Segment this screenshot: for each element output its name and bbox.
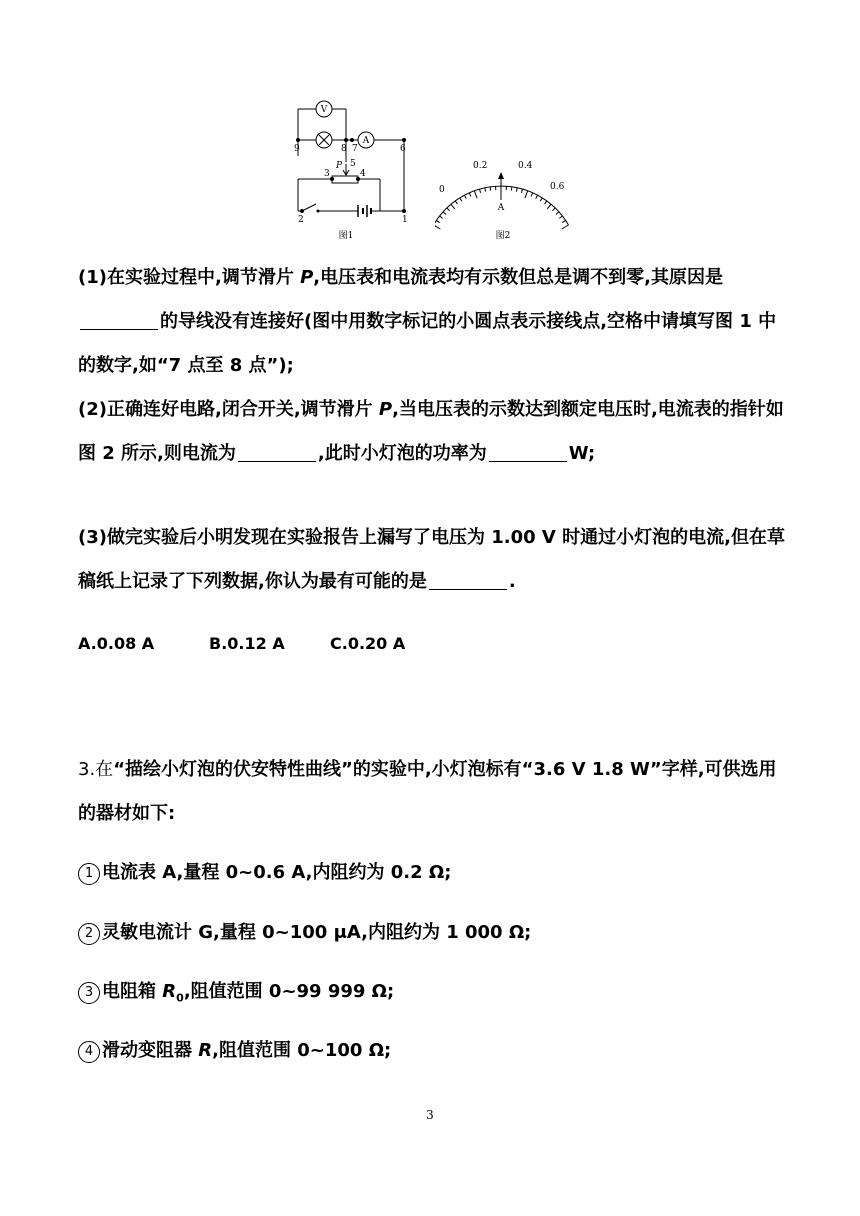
item-number: 2 [78,923,100,945]
point-label: 6 [400,144,406,154]
answer-blank[interactable] [80,307,158,330]
scale-tick [559,216,562,218]
point-label: 2 [298,215,304,225]
answer-blank[interactable] [429,567,507,590]
scale-tick [440,216,443,218]
question-number: 3.在 [78,759,114,780]
text: ,当电压表的示数达到额定电压时,电流表的指针如图 2 所示,则电流为 [78,399,784,464]
text: ,电压表和电流表均有示数但总是调不到零,其原因是 [313,267,723,288]
text: W; [568,443,596,464]
equipment-item [78,1036,391,1066]
figure-caption: 图2 [495,231,511,241]
scale-tick [474,191,477,199]
option-a[interactable]: A.0.08 A [78,634,155,653]
scale-tick [460,198,462,201]
scale-tick [545,201,547,204]
scale-tick-label: 0.4 [518,161,533,171]
item-text: ,阻值范围 0~99 999 Ω; [183,981,395,1002]
symbol-r: R [162,981,177,1002]
scale-tick [536,195,538,199]
point-label: 4 [360,169,366,179]
scale-tick [464,195,466,199]
scale-tick [511,187,512,191]
scale-tick [447,208,450,211]
scale-tick [531,193,533,197]
ammeter-label: A [362,136,370,146]
scale-tick [552,208,555,211]
item-text: 灵敏电流计 G,量程 0~100 μA,内阻约为 1 000 Ω; [102,922,532,943]
symbol-p: P [378,399,393,420]
answer-blank[interactable] [238,439,316,462]
scale-tick [435,225,440,229]
point-label: 3 [324,169,330,179]
scale-tick [455,201,457,204]
ammeter-scale [435,144,575,244]
scale-tick [451,204,455,209]
item-number: 4 [78,1041,100,1063]
scale-tick [556,212,559,215]
equipment-item [78,858,451,888]
equipment-item [78,977,394,1014]
scale-tick-label: 0.6 [550,182,565,192]
scale-tick [562,220,565,222]
scale-tick-label: 0.2 [473,161,488,171]
text: “描绘小灯泡的伏安特性曲线”的实验中,小灯泡标有“3.6 V 1.8 W”字样,可供选用的器材如下: [78,759,777,824]
question-part-1 [78,256,790,388]
scale-tick [525,191,528,199]
question-part-2 [78,388,790,476]
symbol-r: R [198,1040,213,1061]
item-number: 3 [78,982,100,1004]
text: ,此时小灯泡的功率为 [317,443,487,464]
scale-tick [516,188,517,192]
scale-tick [521,189,522,193]
text: (1)在实验过程中,调节滑片 [78,267,301,288]
point-label: 8 [341,144,347,154]
scale-tick [469,193,471,197]
item-text: 电流表 A,量程 0~0.6 A,内阻约为 0.2 Ω; [102,862,452,883]
scale-tick [540,198,542,201]
point-label: 7 [352,144,358,154]
scale-tick [480,189,481,193]
point-label: 1 [402,215,408,225]
question-3-intro [78,748,790,836]
page-number: 3 [426,1108,434,1122]
scale-tick [490,187,491,191]
slider-label: P [336,161,343,171]
question-part-3 [78,516,790,604]
scale-tick-label: 0 [439,185,445,195]
option-b[interactable]: B.0.12 A [209,634,285,653]
equipment-item [78,918,531,948]
item-text: 电阻箱 [102,981,163,1002]
scale-tick [485,188,486,192]
text: 的导线没有连接好(图中用数字标记的小圆点表示接线点,空格中请填写图 1 中的数字,如“7 点至 8 点”); [78,311,777,376]
scale-tick [443,212,446,215]
figure-caption: 图1 [338,231,354,241]
item-text: 滑动变阻器 [102,1040,199,1061]
scale-tick [547,204,551,209]
item-text: ,阻值范围 0~100 Ω; [212,1040,392,1061]
text: (2)正确连好电路,闭合开关,调节滑片 [78,399,379,420]
needle-head [498,172,504,179]
circuit-diagram [280,96,415,244]
voltmeter-label: V [320,105,328,115]
scale-unit: A [497,203,505,213]
subscript: 0 [176,991,184,1005]
option-c[interactable]: C.0.20 A [330,634,406,653]
item-number: 1 [78,863,100,885]
answer-blank[interactable] [489,439,567,462]
text: . [508,571,516,592]
symbol-p: P [300,267,314,288]
text: (3)做完实验后小明发现在实验报告上漏写了电压为 1.00 V 时通过小灯泡的电流,但在草稿纸上记录了下列数据,你认为最有可能的是 [78,527,785,592]
scale-tick [562,225,569,229]
figures-area [280,96,600,246]
scale-tick [436,220,439,222]
point-label: 9 [294,144,300,154]
point-label: 5 [350,159,356,169]
